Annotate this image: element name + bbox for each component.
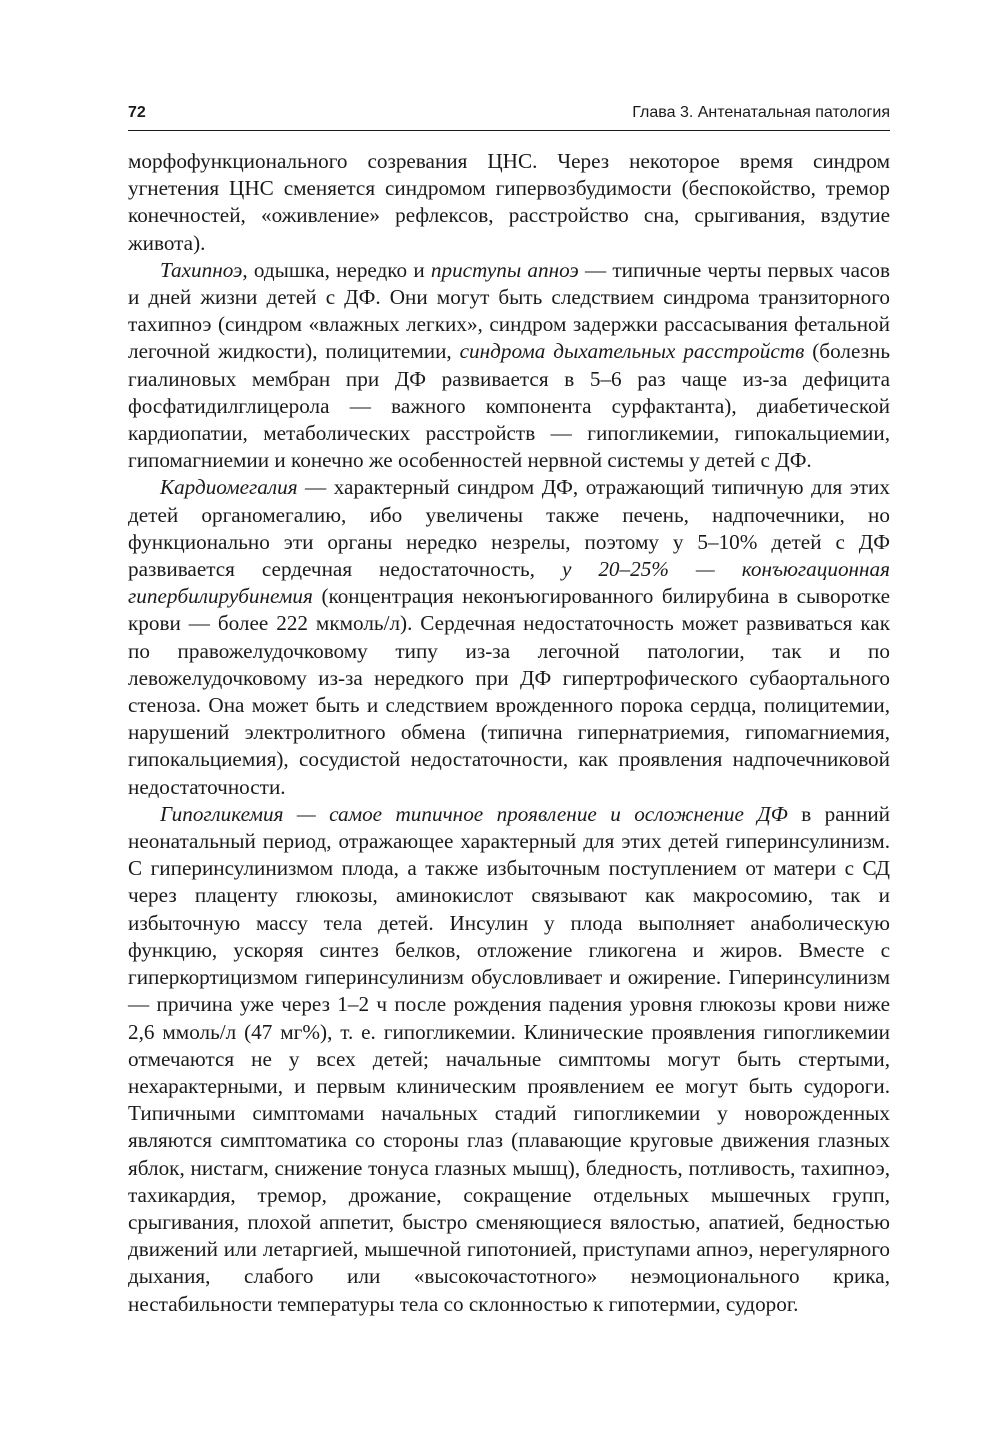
paragraph-2-text-2: — типичные черты первых часов и дней жизни детей с ДФ. Они могут быть следствием синдрома транзиторного тахипноэ (синдром «влажных легких», синдром задержки рассасывания фетальной легочной жидкости), полицитемии,: [128, 257, 890, 364]
paragraph-2-text-3: (болезнь гиалиновых мембран при ДФ развивается в 5–6 раз чаще из-за дефицита фосфатидилглицерола — важного компонента сурфактанта), диабетической кардиопатии, метаболических расстройств — гипогликемии, гипокальциемии, гипомагниемии и конечно же особенностей нервной системы у детей с ДФ.: [128, 339, 890, 473]
term-apnea: приступы апноэ: [430, 257, 579, 282]
paragraph-3-text-2: (концентрация неконъюгированного билирубина в сыворотке крови — более 222 мкмоль/л). Сердечная недостаточность может развиваться как по правожелудочковому типу из-за легочной патологии, так и по левожелудочковому из-за нередкого при ДФ гипертрофического субаортального стеноза. Она может быть и следствием врожденного порока сердца, полицитемии, нарушений электролитного обмена (типична гипернатриемия, гипомагниемия, гипокальциемия), сосудистой недостаточности, как проявления надпочечниковой недостаточности.: [128, 584, 890, 799]
paragraph-1: [128, 148, 890, 257]
paragraph-4-text-1: в ранний неонатальный период, отражающее характерный для этих детей гиперинсулинизм. С гиперинсулинизмом плода, а также избыточным поступлением от матери с СД через плаценту глюкозы, аминокислот связывают как макросомию, так и избыточную массу тела детей. Инсулин у плода выполняет анаболическую функцию, ускоряя синтез белков, отложение гликогена и жиров. Вместе с гиперкортицизмом гиперинсулинизм обусловливает и ожирение. Гиперинсулинизм — причина уже через 1–2 ч после рождения падения уровня глюкозы крови ниже 2,6 ммоль/л (47 мг%), т. е. гипогликемии. Клинические проявления гипогликемии отмечаются не у всех детей; начальные симптомы могут быть стертыми, нехарактерными, и первым клиническим проявлением ее могут быть судороги. Типичными симптомами начальных стадий гипогликемии у новорожденных являются симптоматика со стороны глаз (плавающие круговые движения глазных яблок, нистагм, снижение тонуса глазных мышц), бледность, потливость, тахипноэ, тахикардия, тремор, дрожание, сокращение отдельных мышечных групп, срыгивания, плохой аппетит, быстро сменяющиеся вялостью, апатией, бедностью движений или летаргией, мышечной гипотонией, приступами апноэ, нерегулярного дыхания, слабого или «высокочастотного» неэмоционального крика, нестабильности температуры тела со склонностью к гипотермии, судорог.: [128, 801, 891, 1316]
term-tachypnea: Тахипноэ: [160, 257, 243, 282]
paragraph-3-text-1: — характерный синдром ДФ, отражающий типичную для этих детей органомегалию, ибо увеличены также печень, надпочечники, но функционально эти органы нередко незрелы, поэтому у 5–10% детей с ДФ развивается сердечная недостаточность: [128, 475, 890, 582]
term-hyperbilirubinemia: , у 20–25% — конъюгационная гипербилирубинемия: [128, 557, 890, 609]
body-text: [128, 148, 890, 1318]
term-cardiomegaly: Кардиомегалия: [160, 475, 298, 500]
term-respiratory-distress: синдрома дыхательных расстройств: [459, 339, 805, 364]
paragraph-hypoglycemia: [128, 801, 890, 1318]
page-number: 72: [128, 104, 146, 121]
running-title: Глава 3. Антенатальная патология: [632, 104, 890, 121]
term-hypoglycemia: Гипогликемия — самое типичное проявление и осложнение ДФ: [160, 801, 788, 826]
paragraph-cardiomegaly: [128, 474, 890, 800]
page-header: [128, 104, 890, 131]
paragraph-1-text: морфофункционального созревания ЦНС. Через некоторое время синдром угнетения ЦНС сменяется синдромом гипервозбудимости (беспокойство, тремор конечностей, «оживление» рефлексов, расстройство сна, срыгивания, вздутие живота).: [128, 149, 890, 255]
paragraph-tachypnea: [128, 257, 890, 475]
paragraph-2-text-1: , одышка, нередко и: [242, 257, 431, 282]
